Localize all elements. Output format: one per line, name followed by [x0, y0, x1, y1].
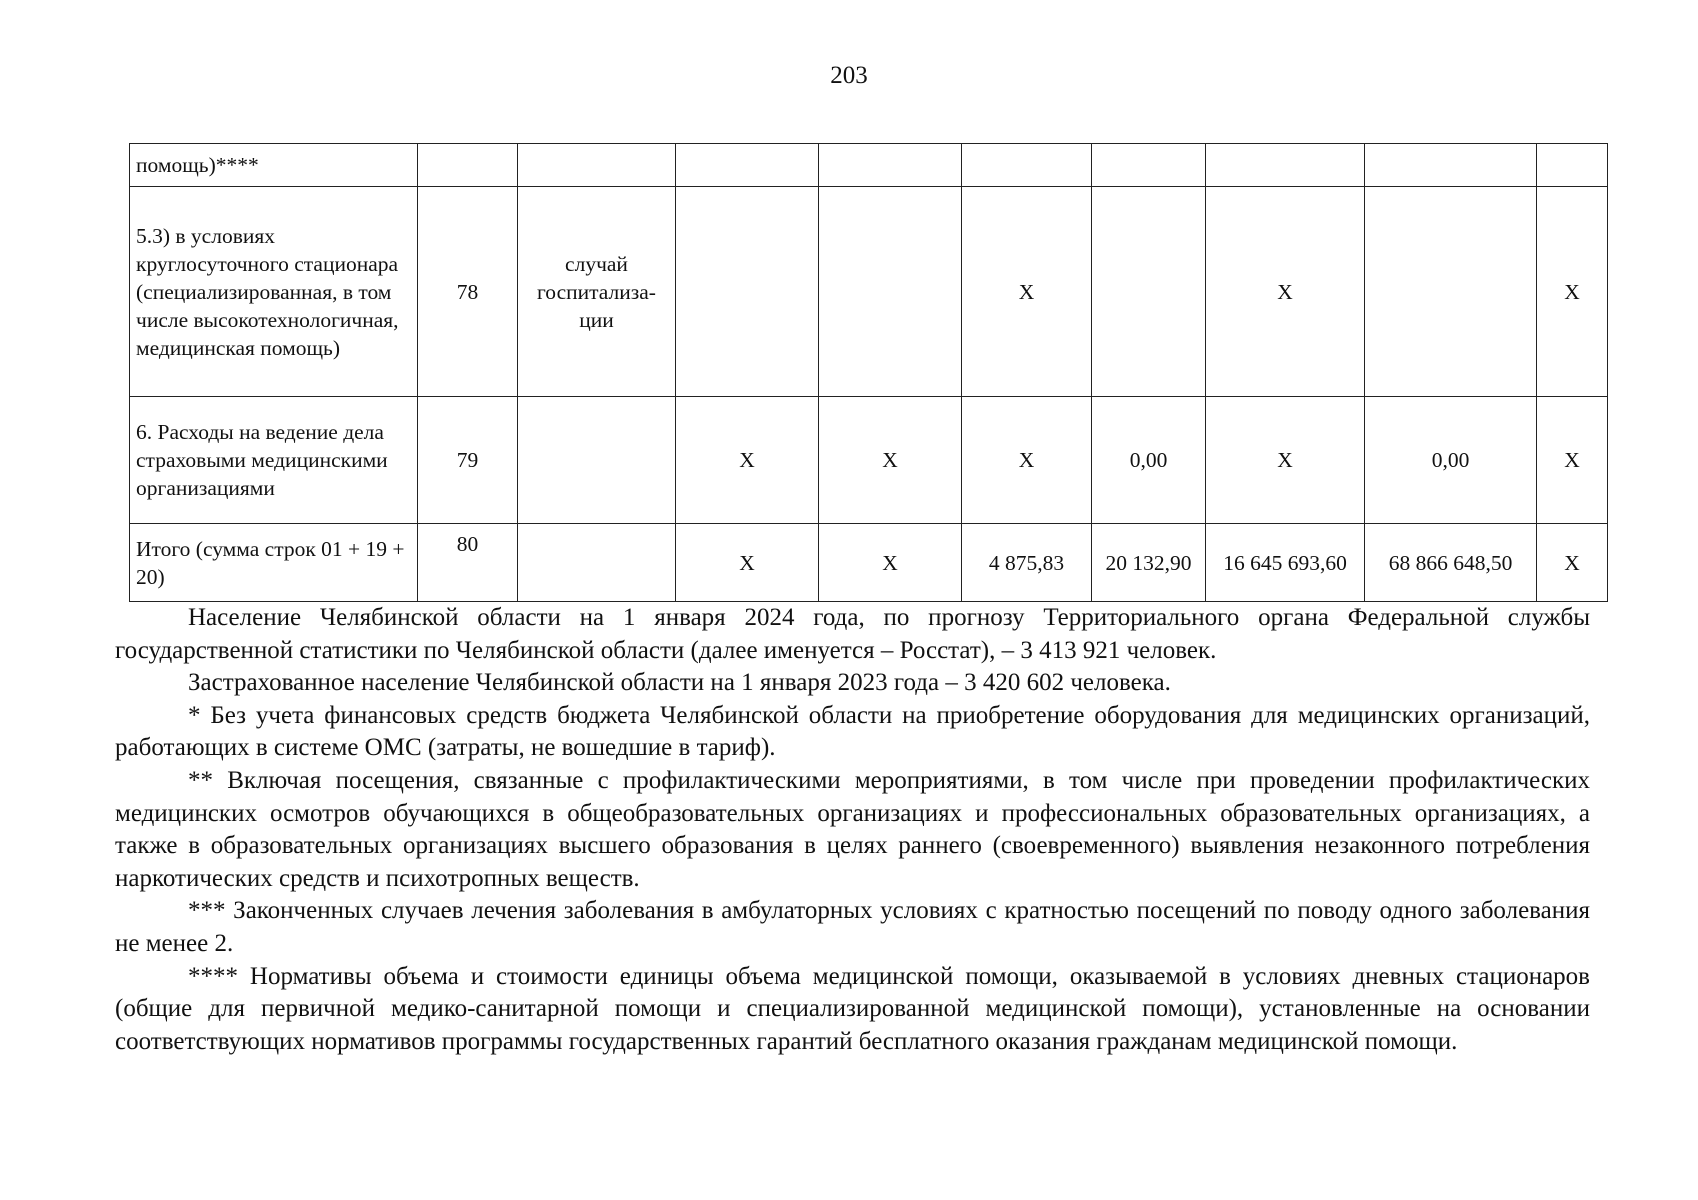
value-cell: 68 866 648,50	[1365, 524, 1537, 602]
value-cell	[1537, 144, 1608, 187]
row-label: 5.3) в условиях круглосуточного стационара (специализированная, в том числе высокотехнологичная, медицинская помощь)	[130, 187, 418, 397]
value-cell	[819, 144, 962, 187]
value-cell	[1206, 144, 1365, 187]
line-number: 80	[418, 524, 518, 602]
value-cell: X	[1206, 187, 1365, 397]
value-cell: 0,00	[1365, 397, 1537, 524]
table-row	[130, 397, 1608, 524]
note-insured-population: Застрахованное население Челябинской области на 1 января 2023 года – 3 420 602 человека.	[188, 669, 1171, 697]
value-cell: 4 875,83	[962, 524, 1092, 602]
value-cell: X	[676, 524, 819, 602]
row-label: помощь)****	[130, 144, 418, 187]
unit-cell	[518, 397, 676, 524]
row-label: Итого (сумма строк 01 + 19 + 20)	[130, 524, 418, 602]
page-number: 203	[830, 62, 868, 89]
footnote-3: *** Законченных случаев лечения заболевания в амбулаторных условиях с кратностью посещений по поводу одного заболевания не менее 2.	[115, 897, 1590, 957]
note-population: Население Челябинской области на 1 января 2024 года, по прогнозу Территориального органа Федеральной службы государственной статистики по Челябинской области (далее именуется – Росстат), – 3 413 921 человек.	[115, 604, 1590, 664]
value-cell	[676, 187, 819, 397]
unit-cell	[518, 524, 676, 602]
unit-cell: случай госпитализа-ции	[518, 187, 676, 397]
value-cell: X	[962, 187, 1092, 397]
value-cell: X	[1537, 187, 1608, 397]
value-cell	[962, 144, 1092, 187]
footnote-4: **** Нормативы объема и стоимости единицы объема медицинской помощи, оказываемой в условиях дневных стационаров (общие для первичной медико-санитарной помощи и специализированной медицинской помощи), установленные на основании соответствующих нормативов программы государственных гарантий бесплатного оказания гражданам медицинской помощи.	[115, 962, 1590, 1055]
value-cell: 0,00	[1092, 397, 1206, 524]
line-number: 78	[418, 187, 518, 397]
value-cell: X	[819, 397, 962, 524]
value-cell: X	[962, 397, 1092, 524]
value-cell: X	[819, 524, 962, 602]
table-row	[130, 144, 1608, 187]
value-cell: X	[676, 397, 819, 524]
value-cell	[1365, 187, 1537, 397]
value-cell: X	[1537, 524, 1608, 602]
value-cell	[676, 144, 819, 187]
table-row	[130, 524, 1608, 602]
financing-table	[129, 143, 1608, 602]
row-label: 6. Расходы на ведение дела страховыми медицинскими организациями	[130, 397, 418, 524]
value-cell: 20 132,90	[1092, 524, 1206, 602]
value-cell: X	[1206, 397, 1365, 524]
line-number	[418, 144, 518, 187]
footnote-1: * Без учета финансовых средств бюджета Челябинской области на приобретение оборудования для медицинских организаций, работающих в системе ОМС (затраты, не вошедшие в тариф).	[115, 701, 1590, 762]
value-cell	[1092, 187, 1206, 397]
footnotes	[115, 602, 1590, 1058]
table-row	[130, 187, 1608, 397]
value-cell	[1365, 144, 1537, 187]
value-cell: X	[1537, 397, 1608, 524]
unit-cell	[518, 144, 676, 187]
value-cell	[1092, 144, 1206, 187]
line-number: 79	[418, 397, 518, 524]
footnote-2: ** Включая посещения, связанные с профилактическими мероприятиями, в том числе при проведении профилактических медицинских осмотров обучающихся в общеобразовательных организациях и профессиональных образовательных организациях, а также в образовательных организациях высшего образования в целях раннего (своевременного) выявления незаконного потребления наркотических средств и психотропных веществ.	[115, 766, 1590, 892]
value-cell: 16 645 693,60	[1206, 524, 1365, 602]
value-cell	[819, 187, 962, 397]
